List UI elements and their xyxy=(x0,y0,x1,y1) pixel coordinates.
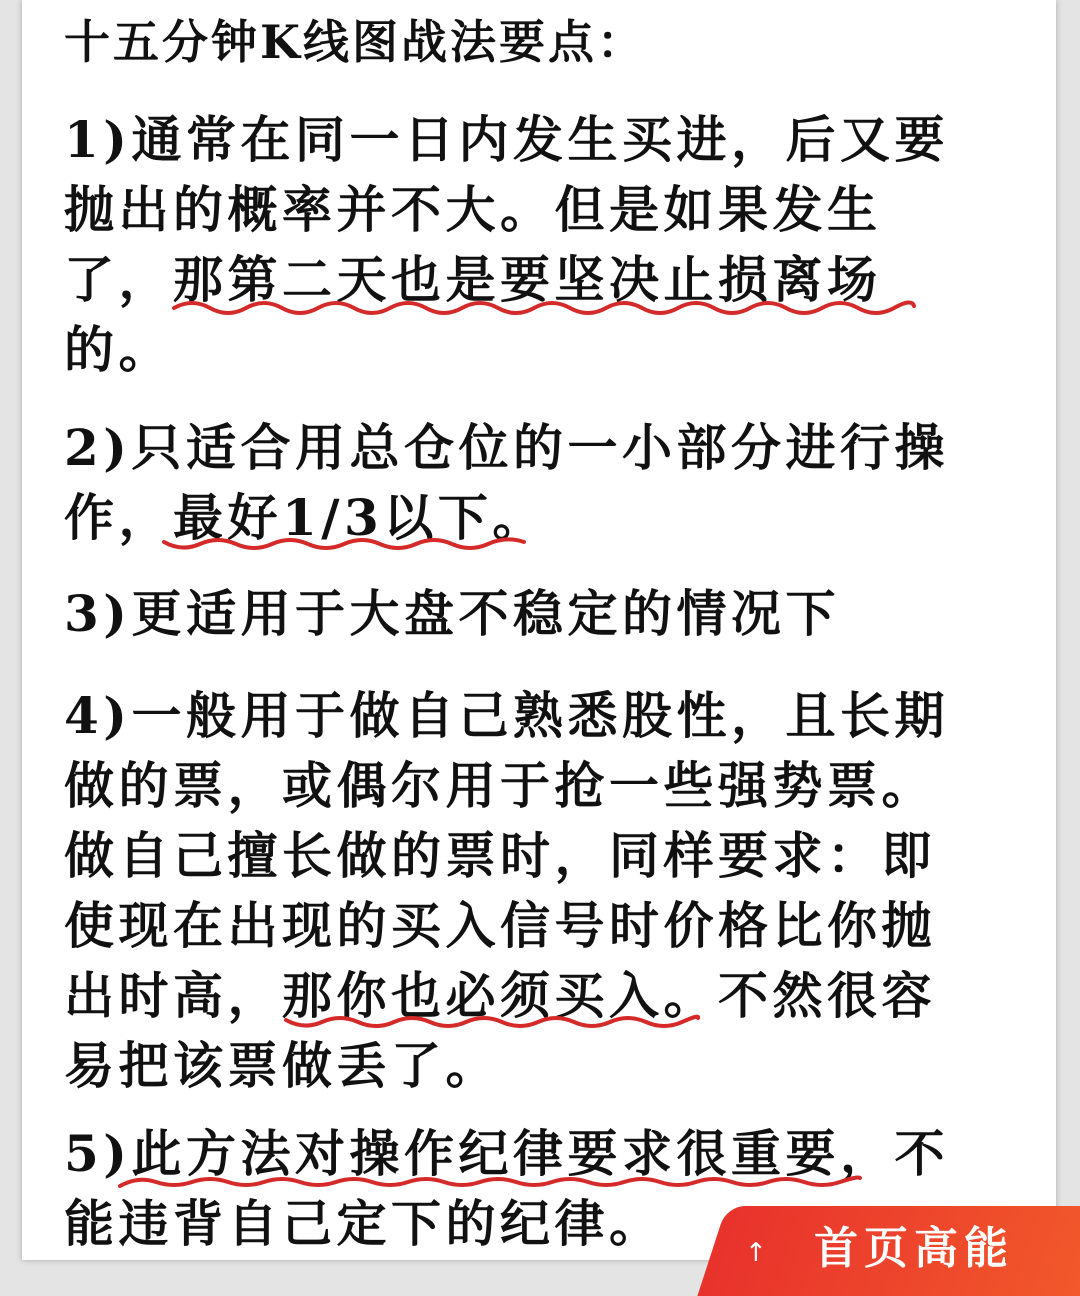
badge-label[interactable]: 首页高能 xyxy=(814,1223,1014,1274)
underline-decoration xyxy=(284,1010,704,1040)
arrow-icon: ↑ xyxy=(745,1238,767,1268)
point-4-line-5: 出时高，那你也必须买入。不然很容 xyxy=(64,966,936,1025)
note-card xyxy=(22,0,1056,1260)
page-title: 十五分钟K线图战法要点： xyxy=(64,15,646,69)
point-4-line-3: 做自己擅长做的票时，同样要求：即 xyxy=(64,826,936,885)
point-1-line-1: 1)通常在同一日内发生买进，后又要 xyxy=(64,110,949,169)
point-4-line-6: 易把该票做丢了。 xyxy=(64,1036,500,1095)
point-2-line-2: 作，最好1/3以下。 xyxy=(64,488,547,547)
point-1-line-2: 抛出的概率并不大。但是如果发生 xyxy=(64,180,882,239)
point-4-line-2: 做的票，或偶尔用于抢一些强势票。 xyxy=(64,756,936,815)
point-5-line-1: 5)此方法对操作纪律要求很重要，不 xyxy=(64,1124,949,1183)
underline-decoration xyxy=(172,296,922,326)
point-5-line-2: 能违背自己定下的纪律。 xyxy=(64,1194,664,1253)
point-2-line-1: 2)只适合用总仓位的一小部分进行操 xyxy=(64,418,949,477)
underline-decoration xyxy=(118,1170,868,1200)
point-3-line-1: 3)更适用于大盘不稳定的情况下 xyxy=(64,584,840,643)
point-1-line-4: 的。 xyxy=(64,320,173,379)
underline-decoration xyxy=(162,532,532,562)
point-4-line-1: 4)一般用于做自己熟悉股性，且长期 xyxy=(64,686,949,745)
point-1-line-3: 了，那第二天也是要坚决止损离场 xyxy=(64,250,882,309)
point-4-line-4: 使现在出现的买入信号时价格比你抛 xyxy=(64,896,936,955)
